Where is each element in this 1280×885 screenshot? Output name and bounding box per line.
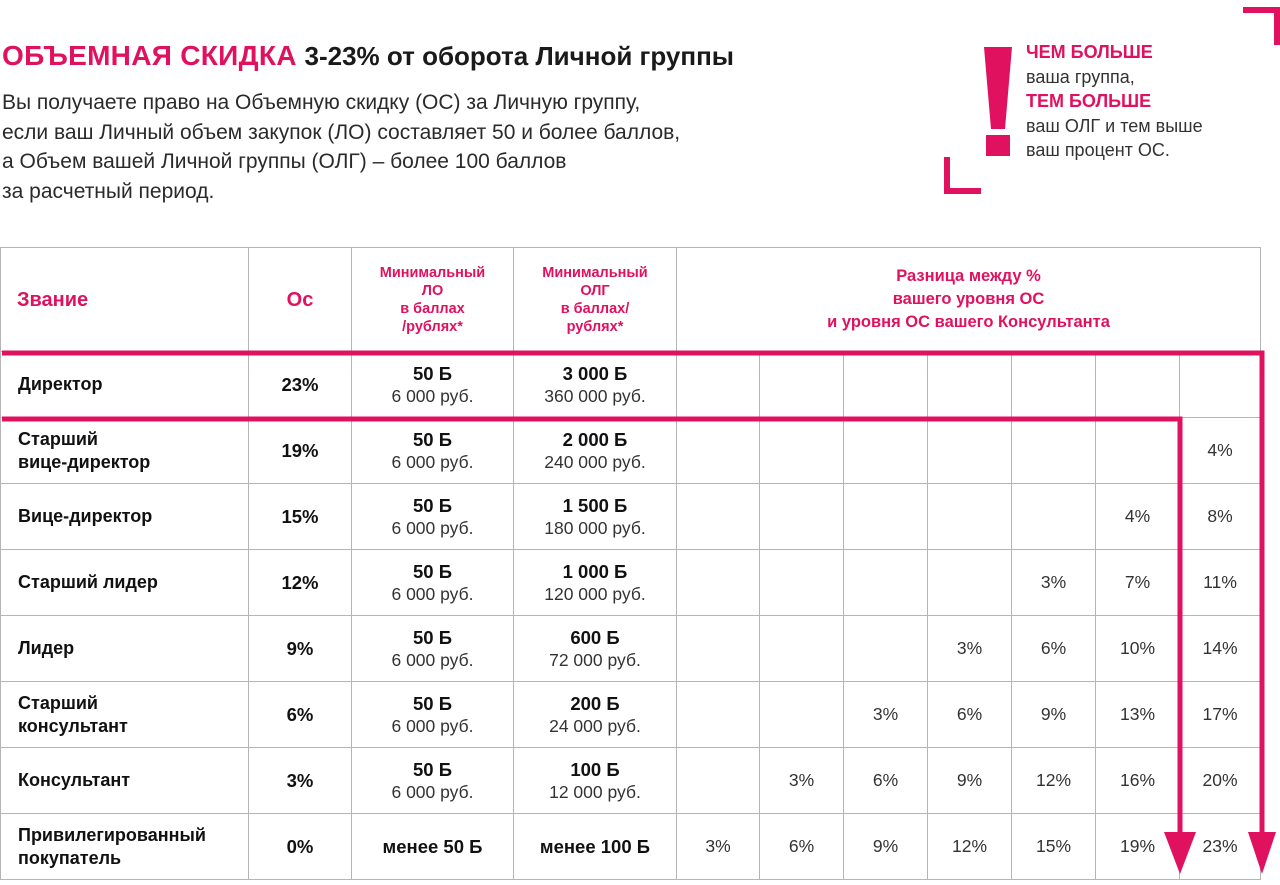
page-title xyxy=(2,36,734,76)
difference-cell xyxy=(677,484,760,550)
difference-cell xyxy=(677,616,760,682)
rubles-value: 72 000 руб. xyxy=(549,649,641,670)
difference-cell xyxy=(760,682,844,748)
os-cell: 23% xyxy=(249,352,352,418)
os-cell: 3% xyxy=(249,748,352,814)
difference-cell xyxy=(928,418,1012,484)
header-diff-line: и уровня ОС вашего Консультанта xyxy=(827,313,1110,331)
header-min-lo xyxy=(352,248,514,352)
points-value: 50 Б xyxy=(412,560,452,582)
rank-cell xyxy=(1,616,249,682)
min-olg-cell: менее 100 Б xyxy=(514,814,677,880)
rubles-value: 120 000 руб. xyxy=(544,583,646,604)
points-value: 1 000 Б xyxy=(562,560,628,582)
os-cell: 15% xyxy=(249,484,352,550)
header-min-olg-line: Минимальный xyxy=(542,264,648,281)
points-value: 50 Б xyxy=(412,362,452,384)
points-value: 50 Б xyxy=(412,626,452,648)
header-min-olg-line: рублях* xyxy=(566,318,624,335)
min-olg-cell xyxy=(514,418,677,484)
rank-cell xyxy=(1,418,249,484)
difference-cell: 3% xyxy=(844,682,928,748)
difference-cell xyxy=(1180,352,1261,418)
min-lo-cell xyxy=(352,682,514,748)
difference-cell: 3% xyxy=(928,616,1012,682)
difference-cell xyxy=(677,682,760,748)
min-lo-cell xyxy=(352,418,514,484)
rank-line: Старший xyxy=(18,692,98,713)
header-min-olg xyxy=(514,248,677,352)
difference-cell xyxy=(677,352,760,418)
points-value: 200 Б xyxy=(570,692,620,714)
header-min-lo-line: Минимальный xyxy=(379,264,486,281)
difference-cell: 12% xyxy=(928,814,1012,880)
difference-cell xyxy=(844,616,928,682)
difference-cell: 13% xyxy=(1096,682,1180,748)
difference-cell xyxy=(928,550,1012,616)
min-olg-cell xyxy=(514,682,677,748)
min-lo-cell: менее 50 Б xyxy=(352,814,514,880)
min-lo-cell xyxy=(352,352,514,418)
rank-line: покупатель xyxy=(18,847,122,868)
difference-cell: 6% xyxy=(760,814,844,880)
rubles-value: 6 000 руб. xyxy=(391,385,474,406)
rank-cell xyxy=(1,748,249,814)
points-value: 50 Б xyxy=(412,428,452,450)
rubles-value: 6 000 руб. xyxy=(391,451,474,472)
difference-cell: 9% xyxy=(928,748,1012,814)
difference-cell: 17% xyxy=(1180,682,1261,748)
intro-line: за расчетный период. xyxy=(2,179,215,203)
rubles-value: 24 000 руб. xyxy=(549,715,641,736)
rank-cell xyxy=(1,352,249,418)
difference-cell: 6% xyxy=(928,682,1012,748)
difference-cell: 4% xyxy=(1096,484,1180,550)
points-value: 50 Б xyxy=(412,692,452,714)
min-olg-cell xyxy=(514,748,677,814)
exclamation-icon xyxy=(984,47,1012,156)
table-row xyxy=(1,814,1261,880)
difference-cell: 19% xyxy=(1096,814,1180,880)
title-highlight: ОБЪЕМНАЯ СКИДКА xyxy=(2,40,297,71)
rubles-value: 6 000 руб. xyxy=(391,715,474,736)
table-row xyxy=(1,418,1261,484)
difference-cell: 11% xyxy=(1180,550,1261,616)
intro-line: Вы получаете право на Объемную скидку (ОС) за Личную группу, xyxy=(2,91,641,114)
points-value: 100 Б xyxy=(570,758,620,780)
difference-cell xyxy=(844,550,928,616)
os-cell: 19% xyxy=(249,418,352,484)
rank-line: Консультант xyxy=(18,770,131,790)
difference-cell: 14% xyxy=(1180,616,1261,682)
difference-cell xyxy=(760,550,844,616)
difference-cell: 6% xyxy=(1012,616,1096,682)
note-emphasis: ТЕМ БОЛЬШЕ xyxy=(1026,91,1152,111)
table-row xyxy=(1,748,1261,814)
rank-line: Привилегированный xyxy=(18,824,206,845)
difference-cell xyxy=(844,352,928,418)
difference-cell: 23% xyxy=(1180,814,1261,880)
rubles-value: 6 000 руб. xyxy=(391,583,474,604)
difference-cell xyxy=(1012,484,1096,550)
difference-cell xyxy=(677,550,760,616)
header-min-olg-line: в баллах/ xyxy=(560,300,630,317)
difference-cell xyxy=(760,616,844,682)
rank-line: консультант xyxy=(18,715,128,736)
table-row xyxy=(1,484,1261,550)
corner-bracket-bottom-left xyxy=(947,157,981,191)
rubles-value: 12 000 руб. xyxy=(549,781,641,802)
rank-line: Старший лидер xyxy=(18,572,158,592)
table-row xyxy=(1,616,1261,682)
table-row xyxy=(1,682,1261,748)
rank-line: Старший xyxy=(18,428,98,449)
rank-cell xyxy=(1,484,249,550)
points-value: 50 Б xyxy=(412,494,452,516)
header-difference xyxy=(677,248,1261,352)
points-value: 1 500 Б xyxy=(562,494,628,516)
difference-cell xyxy=(844,484,928,550)
os-cell: 12% xyxy=(249,550,352,616)
rank-line: Директор xyxy=(18,374,103,394)
table-row xyxy=(1,550,1261,616)
os-cell: 9% xyxy=(249,616,352,682)
difference-cell xyxy=(1096,418,1180,484)
difference-cell: 8% xyxy=(1180,484,1261,550)
min-lo-cell xyxy=(352,550,514,616)
difference-cell: 10% xyxy=(1096,616,1180,682)
rubles-value: 240 000 руб. xyxy=(544,451,646,472)
note-text: ваша группа, xyxy=(1026,66,1135,87)
rubles-value: 360 000 руб. xyxy=(544,385,646,406)
difference-cell: 4% xyxy=(1180,418,1261,484)
discount-table xyxy=(0,247,1261,880)
difference-cell: 15% xyxy=(1012,814,1096,880)
header-min-olg-line: ОЛГ xyxy=(580,282,610,299)
difference-cell xyxy=(928,352,1012,418)
difference-cell xyxy=(760,484,844,550)
difference-cell xyxy=(928,484,1012,550)
rubles-value: 180 000 руб. xyxy=(544,517,646,538)
min-olg-cell xyxy=(514,616,677,682)
min-olg-cell xyxy=(514,352,677,418)
table-row xyxy=(1,352,1261,418)
points-value: 3 000 Б xyxy=(562,362,628,384)
header-os: Ос xyxy=(249,248,352,352)
callout-note xyxy=(1026,40,1276,163)
min-lo-cell xyxy=(352,748,514,814)
points-value: 600 Б xyxy=(570,626,620,648)
header-diff-line: вашего уровня ОС xyxy=(892,290,1045,308)
difference-cell xyxy=(1012,418,1096,484)
note-emphasis: ЧЕМ БОЛЬШЕ xyxy=(1026,42,1153,62)
intro-line: если ваш Личный объем закупок (ЛО) составляет 50 и более баллов, xyxy=(2,120,681,144)
rank-cell xyxy=(1,814,249,880)
header-min-lo-line: /рублях* xyxy=(402,318,463,335)
difference-cell xyxy=(677,418,760,484)
difference-cell: 6% xyxy=(844,748,928,814)
points-value: 2 000 Б xyxy=(562,428,628,450)
difference-cell xyxy=(1012,352,1096,418)
difference-cell: 3% xyxy=(1012,550,1096,616)
intro-paragraph xyxy=(2,88,902,206)
difference-cell: 3% xyxy=(760,748,844,814)
rubles-value: 6 000 руб. xyxy=(391,649,474,670)
min-lo-cell xyxy=(352,616,514,682)
difference-cell: 12% xyxy=(1012,748,1096,814)
os-cell: 6% xyxy=(249,682,352,748)
difference-cell xyxy=(677,748,760,814)
rubles-value: 6 000 руб. xyxy=(391,517,474,538)
header-diff-line: Разница между % xyxy=(896,267,1041,285)
note-text: ваш ОЛГ и тем выше xyxy=(1026,115,1203,136)
note-text: ваш процент ОС. xyxy=(1026,140,1170,160)
difference-cell: 9% xyxy=(1012,682,1096,748)
rank-cell xyxy=(1,682,249,748)
difference-cell: 3% xyxy=(677,814,760,880)
rank-line: вице-директор xyxy=(18,451,151,472)
difference-cell xyxy=(844,418,928,484)
min-olg-cell xyxy=(514,550,677,616)
min-olg-cell xyxy=(514,484,677,550)
table-header-row xyxy=(1,248,1261,352)
title-subtitle: 3-23% от оборота Личной группы xyxy=(304,41,734,71)
difference-cell: 20% xyxy=(1180,748,1261,814)
difference-cell: 7% xyxy=(1096,550,1180,616)
rank-line: Вице-директор xyxy=(18,506,153,526)
intro-line: а Объем вашей Личной группы (ОЛГ) – более 100 баллов xyxy=(2,150,567,173)
header-rank: Звание xyxy=(1,248,249,352)
rank-line: Лидер xyxy=(18,638,75,658)
min-lo-cell xyxy=(352,484,514,550)
header-min-lo-line: в баллах xyxy=(400,300,465,317)
difference-cell: 16% xyxy=(1096,748,1180,814)
difference-cell xyxy=(760,352,844,418)
rubles-value: 6 000 руб. xyxy=(391,781,474,802)
difference-cell xyxy=(1096,352,1180,418)
rank-cell xyxy=(1,550,249,616)
difference-cell xyxy=(760,418,844,484)
header-min-lo-line: ЛО xyxy=(421,282,444,299)
difference-cell: 9% xyxy=(844,814,928,880)
points-value: 50 Б xyxy=(412,758,452,780)
os-cell: 0% xyxy=(249,814,352,880)
